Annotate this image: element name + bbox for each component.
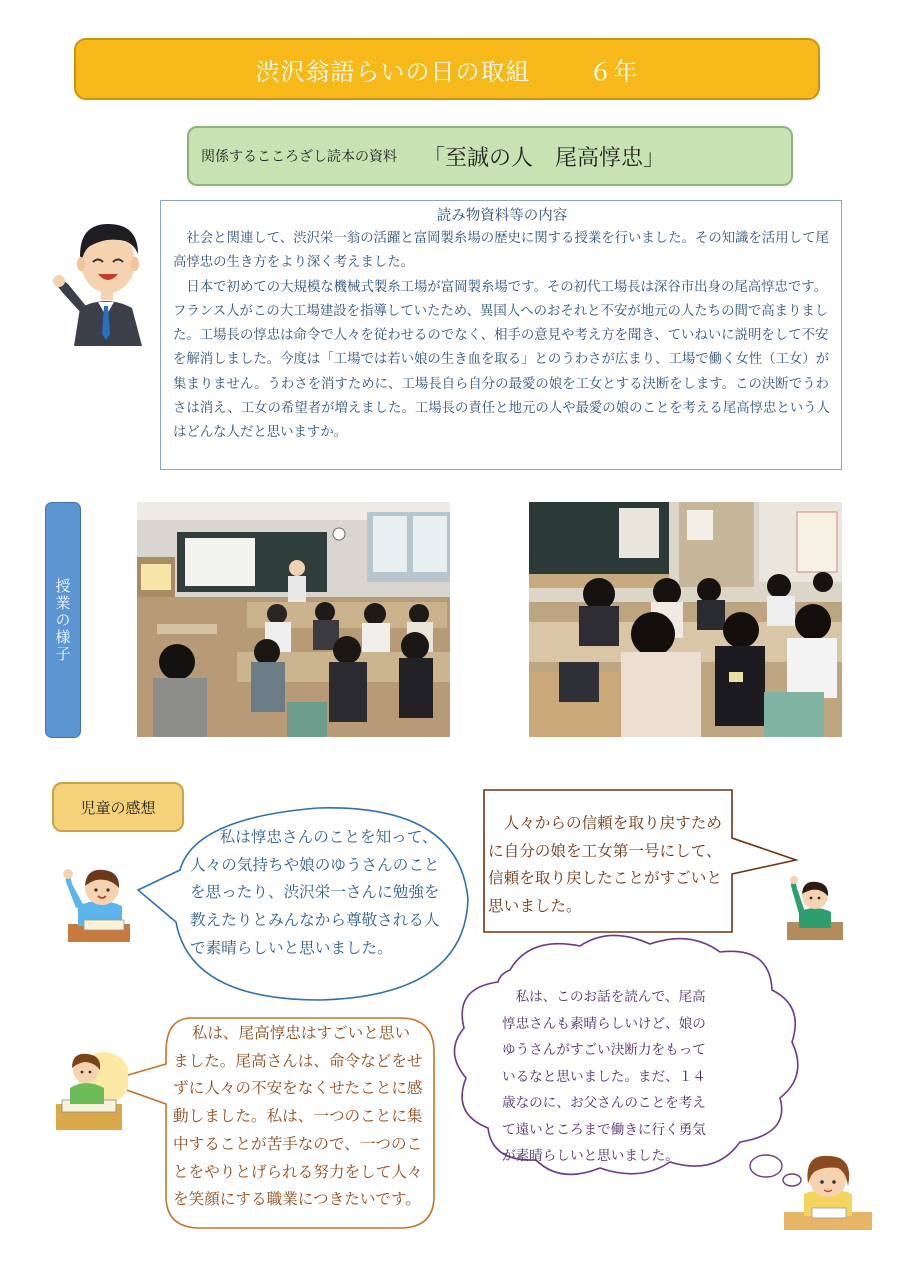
lesson-label: 授業の様子	[53, 577, 72, 663]
teacher-illustration	[52, 210, 160, 346]
summary-paragraph: 日本で初めての大規模な機械式製糸工場が富岡製糸場です。その初代工場長は深谷市出身の尾高惇忠です。フランス人がこの大工場建設を指導していたため、異国人へのおそれと不安が地元の人たちの間で高まりました。工場長の惇忠は命令で人々を従わせるのでなく、相手の意見や考え方を聞き、ていねいに説明をして不安を解消しました。今度は「工場では若い娘の生き血を取る」とのうわさが広まり、工場で働く女性（工女）が集まりません。うわさを消すために、工場長自ら自分の最愛の娘を工女とする決断をします。この決断でうわさは消え、工女の希望者が増えました。工場長の責任と地元の人や最愛の娘のことを考える尾高惇忠という人はどんな人だと思いますか。	[173, 279, 830, 441]
source-label: 関係するこころざし読本の資料	[201, 149, 397, 165]
summary-heading: 読み物資料等の内容	[436, 208, 568, 224]
student-girl-reading-illustration	[784, 1150, 874, 1234]
classroom-photo-front	[137, 502, 450, 737]
source-banner	[187, 126, 793, 186]
reading-material-summary	[160, 200, 842, 470]
impression-text-1: 私は惇忠さんのことを知って、人々の気持ちや娘のゆうさんのことを思ったり、渋沢栄一さんに勉強を教えたりとみんなから尊敬される人で素晴らしいと思いました。	[190, 828, 440, 957]
impression-text-2: 人々からの信頼を取り戻すために自分の娘を工女第一号にして、信頼を取り戻したことがすごいと思いました。	[488, 814, 722, 916]
student-girl-writing-illustration	[54, 1048, 128, 1134]
grade-label: ６年	[588, 57, 639, 86]
impression-text-4: 私は、尾高惇忠はすごいと思いました。尾高さんは、命令などをせずに人々の不安をなくせたことに感動しました。私は、一つのことに集中することが苦手なので、一つのことをやりとげられる努力をして人々を笑顔にする職業につきたいです。	[173, 1024, 423, 1209]
summary-paragraph: 社会と関連して、渋沢栄一翁の活躍と富岡製糸場の歴史に関する授業を行いました。その知識を活用して尾高惇忠の生き方をより深く考えました。	[173, 231, 829, 271]
lesson-section-tab	[45, 502, 81, 738]
source-title: 「至誠の人 尾高惇忠」	[423, 145, 666, 171]
impressions-label: 児童の感想	[80, 798, 156, 817]
classroom-photo-back	[529, 502, 842, 737]
impression-text-3: 私は、このお話を読んで、尾高惇忠さんも素晴らしいけど、娘のゆうさんがすごい決断力をもっているなと思いました。まだ、１４歳なのに、お父さんのことを考えて遠いところまで働きに行く勇気が素晴らしいと思いました。	[502, 989, 706, 1164]
page-title: 渋沢翁語らいの日の取組	[255, 57, 531, 86]
page-title-banner	[74, 38, 820, 100]
student-boy-reading-illustration	[62, 862, 138, 946]
